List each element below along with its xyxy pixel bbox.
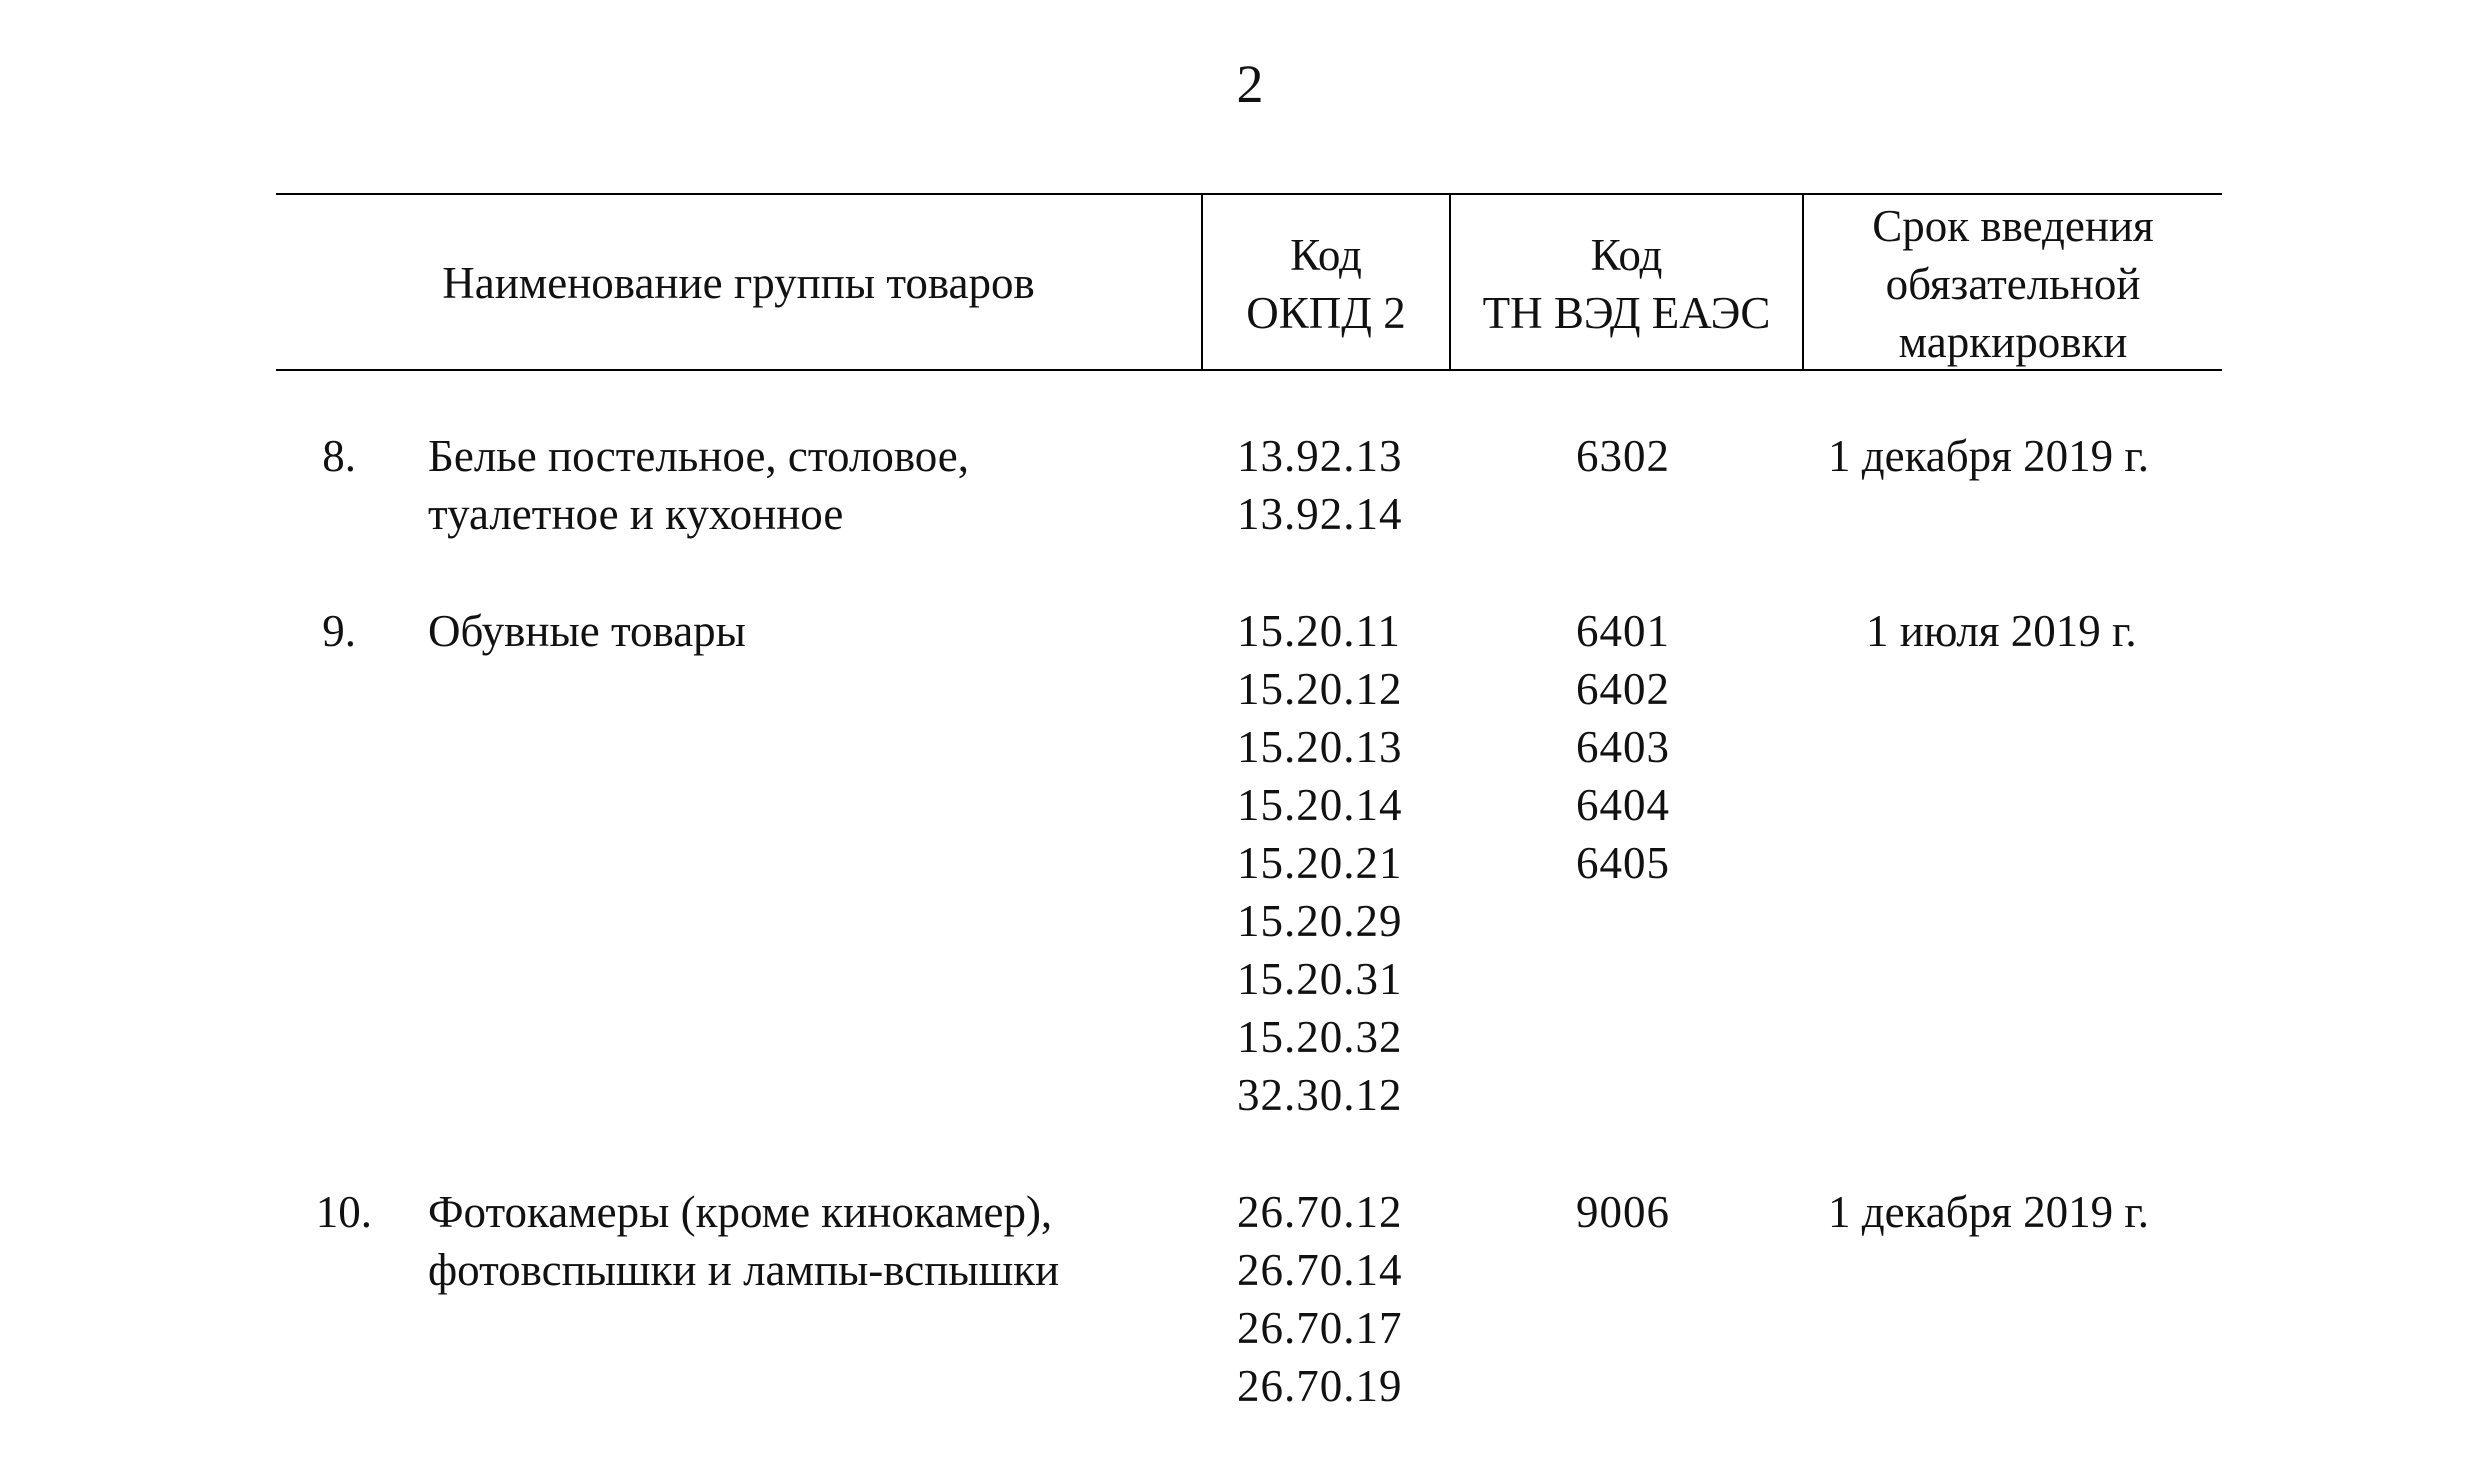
row-8-name-line-1: Белье постельное, столовое, — [428, 431, 970, 481]
row-8-okpd-codes — [1237, 427, 1403, 543]
row-9-goods-name — [428, 602, 746, 660]
okpd-code: 13.92.13 — [1237, 431, 1403, 481]
header-marking-term — [1804, 197, 2222, 371]
header-term-line-3: маркировки — [1898, 317, 2128, 367]
header-goods-group-name: Наименование группы товаров — [442, 258, 1035, 308]
okpd-code: 15.20.13 — [1237, 722, 1403, 772]
header-okpd-line-2: ОКПД 2 — [1246, 288, 1406, 338]
row-10-okpd-codes — [1237, 1183, 1403, 1415]
okpd-code: 15.20.29 — [1237, 896, 1403, 946]
okpd-code: 15.20.12 — [1237, 664, 1403, 714]
tnved-code: 6403 — [1576, 722, 1670, 772]
row-9-name-line-1: Обувные товары — [428, 606, 746, 656]
tnved-code: 6404 — [1576, 780, 1670, 830]
tnved-code: 6405 — [1576, 838, 1670, 888]
header-tnved-code — [1451, 226, 1802, 342]
okpd-code: 13.92.14 — [1237, 489, 1403, 539]
row-10-goods-name — [428, 1183, 1059, 1299]
tnved-code: 9006 — [1576, 1187, 1670, 1237]
tnved-code: 6302 — [1576, 431, 1670, 481]
header-tnved-line-1: Код — [1590, 230, 1663, 280]
okpd-code: 15.20.14 — [1237, 780, 1403, 830]
okpd-code: 15.20.11 — [1237, 606, 1401, 656]
row-9-okpd-codes — [1237, 602, 1403, 1124]
row-8-goods-name — [428, 427, 969, 543]
okpd-code: 26.70.14 — [1237, 1245, 1403, 1295]
tnved-code: 6402 — [1576, 664, 1670, 714]
okpd-code: 26.70.12 — [1237, 1187, 1403, 1237]
okpd-code: 15.20.32 — [1237, 1012, 1403, 1062]
header-tnved-line-2: ТН ВЭД ЕАЭС — [1482, 288, 1771, 338]
row-9-number: 9. — [322, 606, 356, 656]
row-10-marking-date: 1 декабря 2019 г. — [1828, 1187, 2149, 1237]
row-10-name-line-1: Фотокамеры (кроме кинокамер), — [428, 1187, 1053, 1237]
header-okpd-code — [1203, 226, 1449, 342]
okpd-code: 26.70.19 — [1237, 1361, 1403, 1411]
okpd-code: 15.20.21 — [1237, 838, 1403, 888]
okpd-code: 32.30.12 — [1237, 1070, 1403, 1120]
table-header-top-rule — [276, 193, 2222, 195]
header-term-line-1: Срок введения — [1872, 201, 2154, 251]
row-8-name-line-2: туалетное и кухонное — [428, 489, 844, 539]
row-9-tnved-codes — [1576, 602, 1670, 892]
row-10-number: 10. — [315, 1187, 372, 1237]
row-10-tnved-codes — [1576, 1183, 1670, 1241]
okpd-code: 26.70.17 — [1237, 1303, 1403, 1353]
header-term-line-2: обязательной — [1885, 259, 2141, 309]
row-9-marking-date: 1 июля 2019 г. — [1866, 606, 2137, 656]
header-okpd-line-1: Код — [1290, 230, 1362, 280]
row-8-number: 8. — [322, 431, 356, 481]
row-10-name-line-2: фотовспышки и лампы-вспышки — [428, 1245, 1060, 1295]
row-8-marking-date: 1 декабря 2019 г. — [1828, 431, 2149, 481]
row-8-tnved-codes — [1576, 427, 1670, 485]
tnved-code: 6401 — [1576, 606, 1670, 656]
page-number: 2 — [1236, 54, 1264, 114]
okpd-code: 15.20.31 — [1237, 954, 1403, 1004]
